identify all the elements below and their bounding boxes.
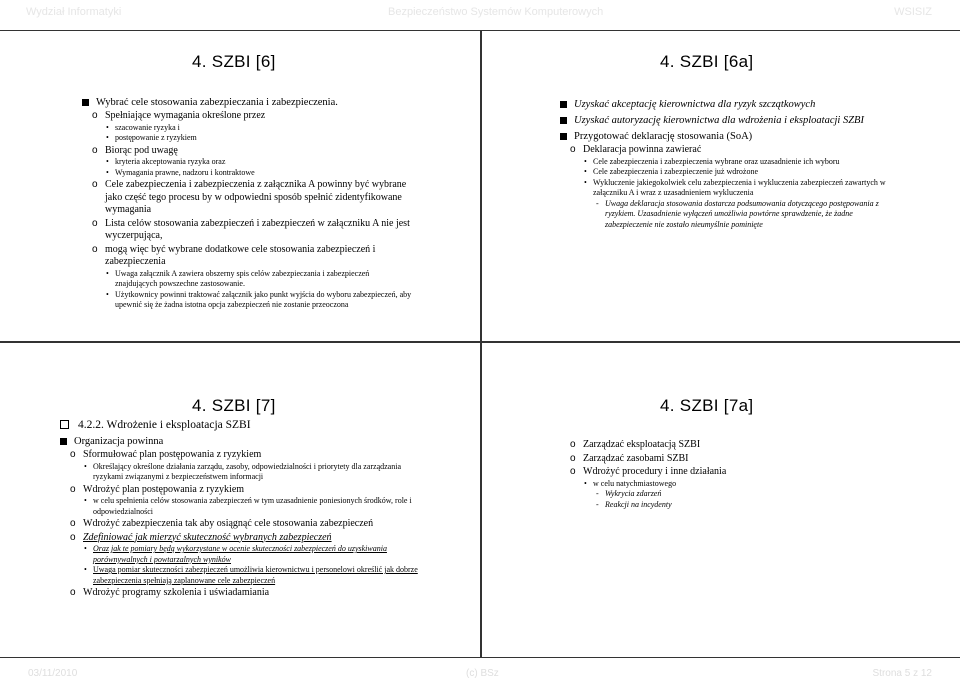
slide2-bullet-item <box>560 167 900 178</box>
slide4-bullet-item <box>560 500 900 511</box>
slide2-bullet-item <box>560 178 900 199</box>
bullet-text: Wykluczenie jakiegokolwiek celu zabezpieczenia i wykluczenia zabezpieczeń zawartych w załączniku A i wraz z uzasadnieniem wykluczenia <box>593 177 886 197</box>
bullet-text: Cele zabezpieczenia i zabezpieczenie już wdrożone <box>593 167 759 176</box>
slide4-bullet-item <box>560 439 900 452</box>
bullet-marker-icon: o <box>70 587 76 598</box>
slide3-bullet-item <box>60 435 420 448</box>
bullet-text: Zarządzać eksploatacją SZBI <box>583 439 701 450</box>
bullet-marker-icon: • <box>84 461 87 471</box>
bullet-marker-icon: • <box>106 122 109 132</box>
bullet-text: Użytkownicy powinni traktować załącznik jako punkt wyjścia do wyboru zabezpieczeń, aby upewnić się że żadna istotna opcja zabezpieczeń nie zostanie przeoczona <box>115 289 412 309</box>
slide1-bullet-item <box>82 157 412 168</box>
bullet-text: Uwaga załącznik A zawiera obszerny spis celów zabezpieczania i zabezpieczeń znajdujących powszechne zastosowanie. <box>115 268 370 288</box>
bullet-marker-icon <box>60 438 67 445</box>
bullet-text: szacowanie ryzyka i <box>115 122 180 132</box>
footer-date: 03/11/2010 <box>28 668 78 679</box>
slide4-list <box>560 438 900 510</box>
slide2-bullet-item <box>560 98 900 111</box>
bullet-marker-icon: o <box>570 439 576 450</box>
slide3-bullet-item <box>60 449 420 462</box>
bullet-marker-icon: o <box>92 243 98 255</box>
bullet-text: Określający określone działania zarządu, zasoby, odpowiedzialności i priorytety dla zarządzania ryzykami związanymi z bezpieczeństwem informacji <box>93 461 402 481</box>
slide4-bullet-item <box>560 466 900 479</box>
bullet-text: w celu spełnienia celów stosowania zabezpieczeń w tym uzasadnienie poniesionych środków, role i odpowiedzialności <box>93 496 412 516</box>
bullet-text: Oraz jak te pomiary będą wykorzystane w ocenie skuteczności zabezpieczeń do uzyskiwania porównywalnych i powtarzalnych wyników <box>93 544 387 564</box>
slide1-bullet-item <box>82 179 412 217</box>
bullet-text: mogą więc być wybrane dodatkowe cele stosowania zabezpieczeń i zabezpieczenia <box>105 243 376 267</box>
slide1-list <box>82 96 412 311</box>
bullet-marker-icon: o <box>92 217 98 229</box>
bullet-marker-icon: o <box>70 449 76 460</box>
bullet-marker-icon: • <box>106 289 109 299</box>
slide3-bullet-item <box>60 484 420 497</box>
bullet-marker-icon: o <box>570 452 576 464</box>
bullet-text: Deklaracja powinna zawierać <box>583 144 702 155</box>
bullet-text: Biorąc pod uwagę <box>105 144 178 156</box>
slide3-title: 4. SZBI [7] <box>192 396 276 415</box>
bullet-text: Wdrożyć zabezpieczenia tak aby osiągnąć cele stosowania zabezpieczeń <box>83 518 374 529</box>
slide1-bullet-item <box>82 168 412 179</box>
bullet-marker-icon: • <box>106 268 109 278</box>
bullet-text: Uwaga deklaracja stosowania dostarcza podsumowania dotyczącego postępowania z ryzykiem. Uzasadnienie wyłączeń umożliwia powtórne sprawdzenie, że żadne zabezpieczenie nie zostało nieumyślnie pominięte <box>605 198 879 229</box>
slide3-bullet-item <box>60 462 420 483</box>
bullet-text: Wdrożyć procedury i inne działania <box>583 466 727 477</box>
bullet-marker-icon <box>560 101 567 108</box>
slide1-bullet-item <box>82 133 412 144</box>
slide3-bullet-item <box>60 418 420 432</box>
slide1-bullet-item <box>82 145 412 158</box>
slide1-bullet-item <box>82 218 412 243</box>
bullet-marker-icon <box>60 420 69 429</box>
slide2-title: 4. SZBI [6a] <box>660 52 754 71</box>
bullet-marker-icon: o <box>570 466 576 477</box>
slide2-list <box>560 98 900 230</box>
slide3-bullet-item <box>60 565 420 586</box>
slide2-bullet-item <box>560 157 900 168</box>
bullet-marker-icon: o <box>570 144 576 155</box>
slide3-bullet-item <box>60 496 420 517</box>
bullet-text: 4.2.2. Wdrożenie i eksploatacja SZBI <box>78 419 251 431</box>
bullet-text: Cele zabezpieczenia i zabezpieczenia z załącznika A powinny być wybrane jako część tego procesu by w odpowiedni sposób spełnić zidentyfikowane wymagania <box>105 179 407 215</box>
bullet-text: Wdrożyć programy szkolenia i uświadamiania <box>83 587 270 598</box>
bullet-marker-icon: o <box>70 531 76 543</box>
bullet-marker-icon <box>560 133 567 140</box>
footer-author: (c) BSz <box>466 668 499 679</box>
bullet-marker-icon: o <box>92 179 98 190</box>
bullet-marker-icon: • <box>106 133 109 142</box>
bullet-text: Uwaga pomiar skuteczności zabezpieczeń umożliwia kierownictwu i personelowi określić jak dobrze zabezpieczenia spełniają zaplanowane cele zabezpieczeń <box>93 565 418 585</box>
slide3-bullet-item <box>60 544 420 565</box>
slide2-bullet-item <box>560 199 900 231</box>
slide4-bullet-item <box>560 489 900 500</box>
slide2-bullet-item <box>560 114 900 127</box>
slide3-bullet-item <box>60 518 420 531</box>
slide1-bullet-item <box>82 269 412 290</box>
bullet-text: Reakcji na incydenty <box>605 499 672 509</box>
bullet-marker-icon <box>560 117 567 124</box>
slide1-bullet-item <box>82 244 412 269</box>
bullet-marker-icon: • <box>84 544 87 553</box>
bullet-text: postępowanie z ryzykiem <box>115 133 197 142</box>
header-course: Bezpieczeństwo Systemów Komputerowych <box>388 6 604 18</box>
bullet-marker-icon: • <box>584 156 587 166</box>
bullet-marker-icon: o <box>92 144 98 156</box>
bullet-text: Przygotować deklarację stosowania (SoA) <box>574 131 753 142</box>
bullet-marker-icon: • <box>584 167 587 176</box>
bullet-text: Uzyskać akceptację kierownictwa dla ryzyk szczątkowych <box>574 99 816 110</box>
page-header <box>0 0 960 24</box>
bullet-marker-icon: • <box>106 157 109 166</box>
bullet-marker-icon: • <box>584 478 587 488</box>
slide4-title: 4. SZBI [7a] <box>660 396 754 415</box>
bullet-text: Organizacja powinna <box>74 436 164 447</box>
header-faculty: Wydział Informatyki <box>26 6 122 18</box>
bullet-text: Wybrać cele stosowania zabezpieczania i zabezpieczenia. <box>96 97 338 108</box>
bullet-marker-icon: • <box>106 167 109 177</box>
bullet-text: Uzyskać autoryzację kierownictwa dla wdrożenia i eksploatacji SZBI <box>574 115 864 126</box>
slide1-title: 4. SZBI [6] <box>192 52 276 71</box>
bullet-marker-icon: - <box>596 198 599 208</box>
bullet-text: Lista celów stosowania zabezpieczeń i zabezpieczeń w załączniku A nie jest wyczerpująca, <box>105 217 410 241</box>
slide3-bullet-item <box>60 587 420 600</box>
bullet-marker-icon: • <box>84 496 87 505</box>
bullet-text: Wykrycia zdarzeń <box>605 489 662 498</box>
bullet-marker-icon: o <box>92 110 98 121</box>
slide1-bullet-item <box>82 110 412 123</box>
bullet-marker-icon: • <box>584 177 587 187</box>
bullet-marker-icon: o <box>70 518 76 529</box>
slide3-list <box>60 418 420 600</box>
header-school: WSISIZ <box>894 6 932 18</box>
bullet-text: Spełniające wymagania określone przez <box>105 110 266 121</box>
bullet-marker-icon: • <box>84 565 87 574</box>
slide1-bullet-item <box>82 123 412 134</box>
bullet-text: Sformułować plan postępowania z ryzykiem <box>83 449 262 460</box>
slide3-bullet-item <box>60 532 420 545</box>
bullet-text: Zdefiniować jak mierzyć skuteczność wybranych zabezpieczeń <box>83 531 332 543</box>
slide2-bullet-item <box>560 144 900 157</box>
bullet-text: Cele zabezpieczenia i zabezpieczenia wybrane oraz uzasadnienie ich wyboru <box>593 156 840 166</box>
bullet-text: Wdrożyć plan postępowania z ryzykiem <box>83 483 245 495</box>
bullet-marker-icon: - <box>596 489 599 498</box>
bullet-text: w celu natychmiastowego <box>593 478 677 488</box>
bullet-text: kryteria akceptowania ryzyka oraz <box>115 157 226 166</box>
bullet-text: Zarządzać zasobami SZBI <box>583 452 689 464</box>
footer-page-number: Strona 5 z 12 <box>872 668 932 679</box>
bullet-marker-icon: o <box>70 483 76 495</box>
slide1-bullet-item <box>82 96 412 109</box>
page-footer <box>0 662 960 684</box>
bullet-marker-icon <box>82 99 89 106</box>
slide4-bullet-item <box>560 479 900 490</box>
bullet-marker-icon: - <box>596 499 599 509</box>
slide1-bullet-item <box>82 290 412 311</box>
bullet-text: Wymagania prawne, nadzoru i kontraktowe <box>115 167 255 177</box>
slide2-bullet-item <box>560 130 900 143</box>
slide4-bullet-item <box>560 453 900 466</box>
